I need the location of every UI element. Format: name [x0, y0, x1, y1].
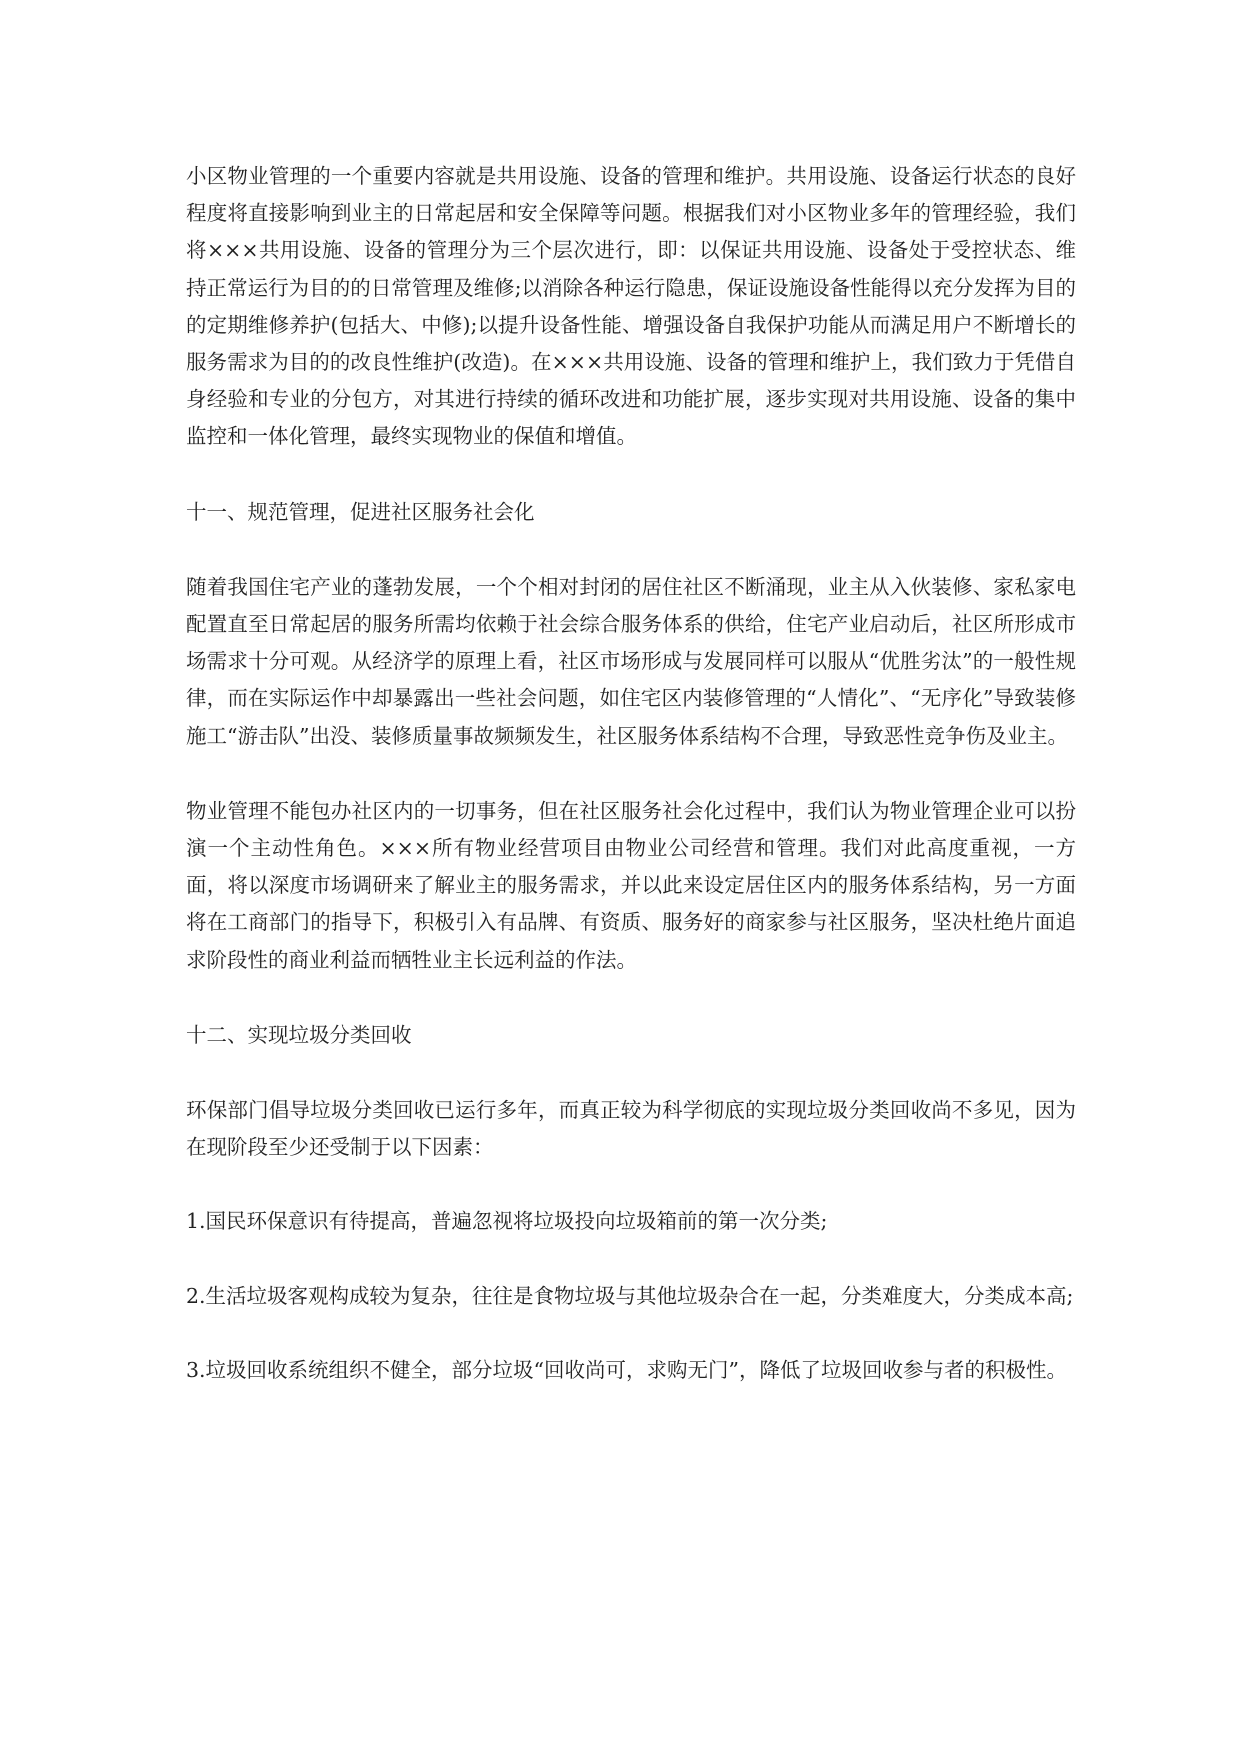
spacer [186, 979, 1076, 1017]
spacer [186, 755, 1076, 793]
section-12-paragraph-1: 环保部门倡导垃圾分类回收已运行多年，而真正较为科学彻底的实现垃圾分类回收尚不多见，因为在现阶段至少还受制于以下因素： [186, 1098, 1076, 1160]
spacer [186, 1054, 1076, 1092]
section-11-heading: 十一、规范管理，促进社区服务社会化 [186, 499, 535, 524]
section-11-paragraph-2: 物业管理不能包办社区内的一切事务，但在社区服务社会化过程中，我们认为物业管理企业可以扮演一个主动性角色。×××所有物业经营项目由物业公司经营和管理。我们对此高度重视，一方面，将以深度市场调研来了解业主的服务需求，并以此来设定居住区内的服务体系结构，另一方面将在工商部门的指导下，积极引入有品牌、有资质、服务好的商家参与社区服务，坚决杜绝片面追求阶段性的商业利益而牺牲业主长远利益的作法。 [186, 798, 1076, 972]
spacer [186, 1241, 1076, 1278]
spacer [186, 1315, 1076, 1352]
document-page [186, 158, 1076, 1389]
list-item-1: 1.国民环保意识有待提高，普遍忽视将垃圾投向垃圾箱前的第一次分类; [186, 1209, 828, 1234]
spacer [186, 456, 1076, 494]
section-12-heading: 十二、实现垃圾分类回收 [186, 1022, 412, 1047]
section-11-paragraph-1: 随着我国住宅产业的蓬勃发展，一个个相对封闭的居住社区不断涌现，业主从入伙装修、家私家电配置直至日常起居的服务所需均依赖于社会综合服务体系的供给，住宅产业启动后，社区所形成市场需求十分可观。从经济学的原理上看，社区市场形成与发展同样可以服从“优胜劣汰”的一般性规律，而在实际运作中却暴露出一些社会问题，如住宅区内装修管理的“人情化”、“无序化”导致装修施工“游击队”出没、装修质量事故频频发生，社区服务体系结构不合理，导致恶性竞争伤及业主。 [186, 574, 1076, 748]
intro-paragraph: 小区物业管理的一个重要内容就是共用设施、设备的管理和维护。共用设施、设备运行状态的良好程度将直接影响到业主的日常起居和安全保障等问题。根据我们对小区物业多年的管理经验，我们将×××共用设施、设备的管理分为三个层次进行，即：以保证共用设施、设备处于受控状态、维持正常运行为目的的日常管理及维修;以消除各种运行隐患，保证设施设备性能得以充分发挥为目的的定期维修养护(包括大、中修);以提升设备性能、增强设备自我保护功能从而满足用户不断增长的服务需求为目的的改良性维护(改造)。在×××共用设施、设备的管理和维护上，我们致力于凭借自身经验和专业的分包方，对其进行持续的循环改进和功能扩展，逐步实现对共用设施、设备的集中监控和一体化管理，最终实现物业的保值和增值。 [186, 164, 1076, 449]
list-item-3: 3.垃圾回收系统组织不健全，部分垃圾“回收尚可，求购无门”，降低了垃圾回收参与者的积极性。 [186, 1357, 1068, 1382]
list-item-2: 2.生活垃圾客观构成较为复杂，往往是食物垃圾与其他垃圾杂合在一起，分类难度大，分类成本高; [186, 1283, 1074, 1308]
spacer [186, 531, 1076, 569]
spacer [186, 1166, 1076, 1203]
